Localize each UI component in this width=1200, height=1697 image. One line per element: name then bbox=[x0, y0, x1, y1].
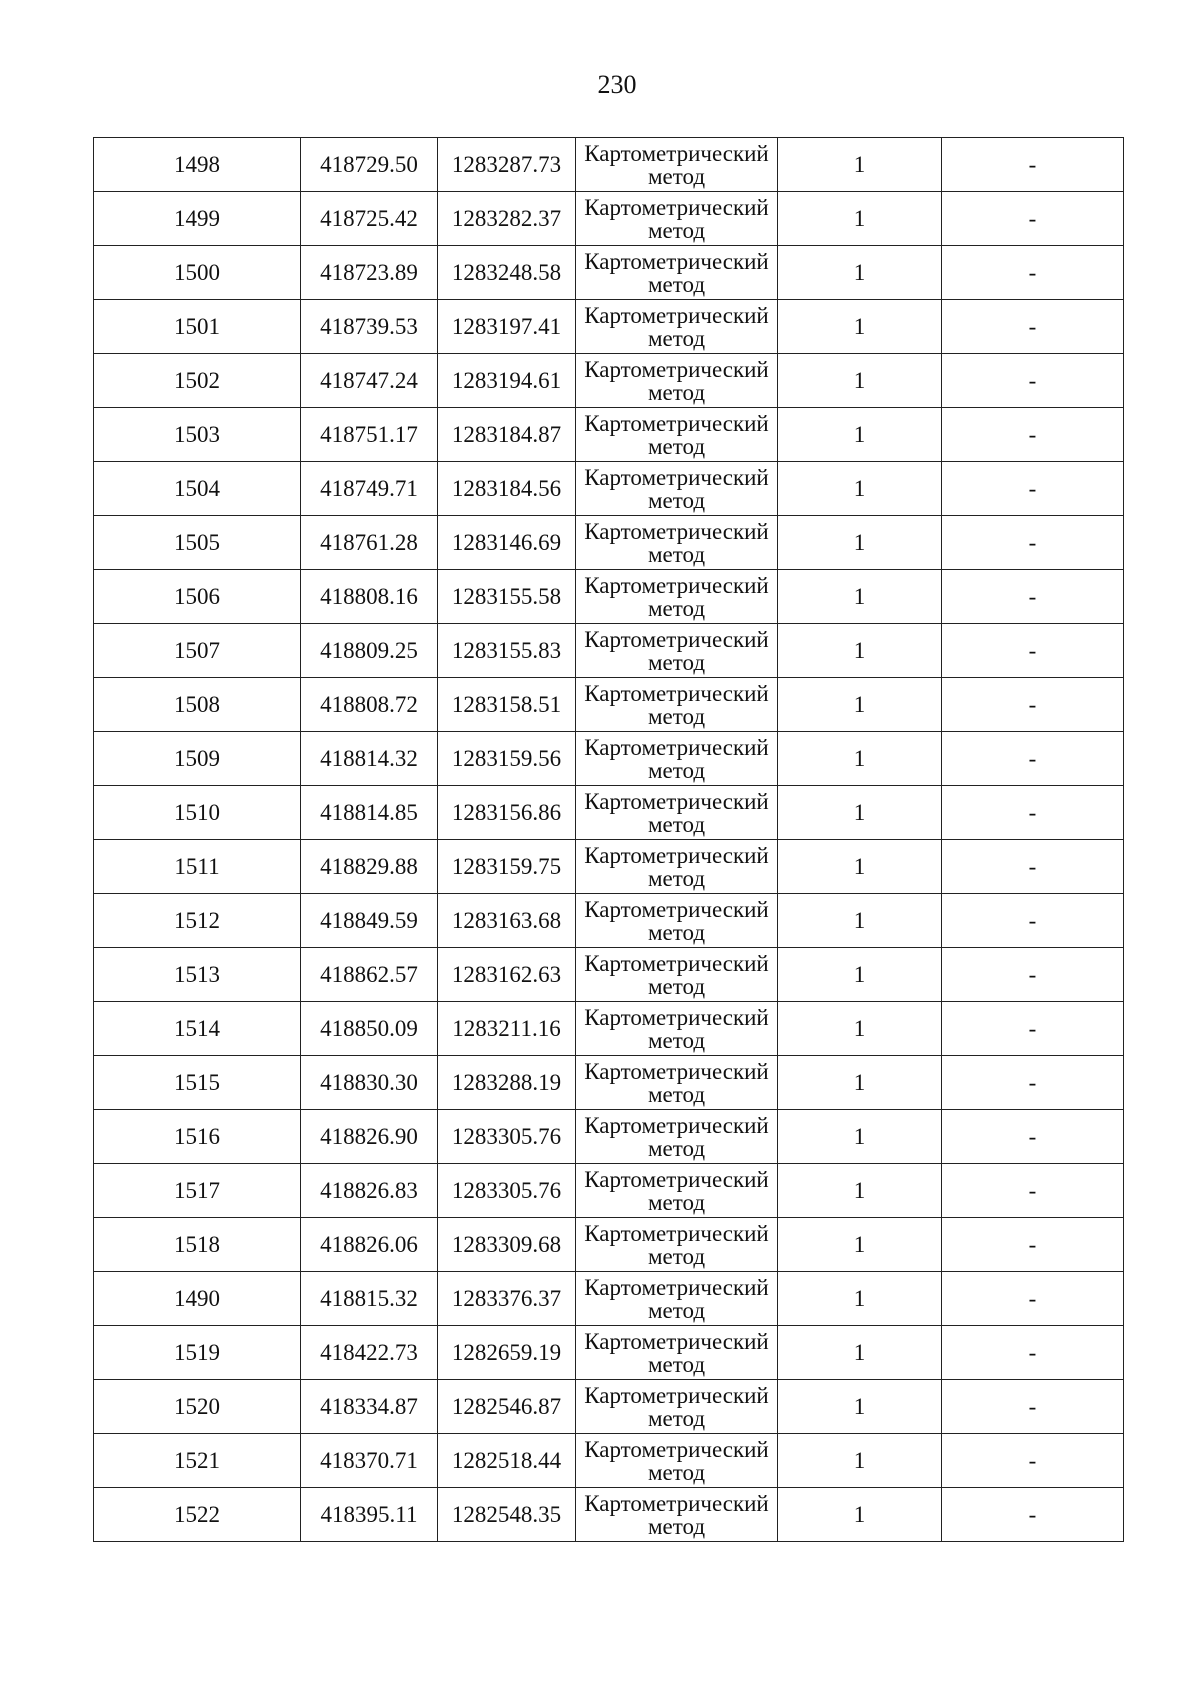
y-coordinate-cell: 1282659.19 bbox=[438, 1326, 576, 1380]
method-cell bbox=[576, 1488, 778, 1542]
point-number-cell: 1501 bbox=[94, 300, 301, 354]
note-cell: - bbox=[942, 732, 1124, 786]
method-cell bbox=[576, 948, 778, 1002]
point-number-cell: 1515 bbox=[94, 1056, 301, 1110]
x-coordinate-cell: 418814.32 bbox=[301, 732, 438, 786]
y-coordinate-cell: 1283197.41 bbox=[438, 300, 576, 354]
y-coordinate-cell: 1283162.63 bbox=[438, 948, 576, 1002]
y-coordinate-cell: 1283184.56 bbox=[438, 462, 576, 516]
accuracy-cell: 1 bbox=[778, 1110, 942, 1164]
method-label-line1: Картометрический bbox=[584, 518, 769, 544]
note-cell: - bbox=[942, 462, 1124, 516]
method-label-line1: Картометрический bbox=[584, 194, 769, 220]
point-number-cell: 1507 bbox=[94, 624, 301, 678]
method-label-line2: метод bbox=[647, 1189, 706, 1215]
method-label-line1: Картометрический bbox=[584, 572, 769, 598]
x-coordinate-cell: 418830.30 bbox=[301, 1056, 438, 1110]
y-coordinate-cell: 1283288.19 bbox=[438, 1056, 576, 1110]
accuracy-cell: 1 bbox=[778, 1002, 942, 1056]
method-label-line2: метод bbox=[647, 865, 706, 891]
accuracy-cell: 1 bbox=[778, 732, 942, 786]
x-coordinate-cell: 418809.25 bbox=[301, 624, 438, 678]
accuracy-cell: 1 bbox=[778, 840, 942, 894]
method-label-line2: метод bbox=[647, 1459, 706, 1485]
table-row bbox=[94, 732, 1124, 786]
method-label-line2: метод bbox=[647, 1351, 706, 1377]
method-label-line2: метод bbox=[647, 703, 706, 729]
note-cell: - bbox=[942, 1488, 1124, 1542]
note-cell: - bbox=[942, 408, 1124, 462]
note-cell: - bbox=[942, 300, 1124, 354]
table-row bbox=[94, 1218, 1124, 1272]
table-row bbox=[94, 516, 1124, 570]
y-coordinate-cell: 1283155.58 bbox=[438, 570, 576, 624]
method-label-line2: метод bbox=[647, 973, 706, 999]
coordinates-table-body bbox=[94, 138, 1124, 1542]
table-row bbox=[94, 354, 1124, 408]
y-coordinate-cell: 1283184.87 bbox=[438, 408, 576, 462]
accuracy-cell: 1 bbox=[778, 138, 942, 192]
method-label-line1: Картометрический bbox=[584, 1274, 769, 1300]
accuracy-cell: 1 bbox=[778, 192, 942, 246]
y-coordinate-cell: 1283305.76 bbox=[438, 1110, 576, 1164]
point-number-cell: 1502 bbox=[94, 354, 301, 408]
accuracy-cell: 1 bbox=[778, 246, 942, 300]
point-number-cell: 1510 bbox=[94, 786, 301, 840]
x-coordinate-cell: 418814.85 bbox=[301, 786, 438, 840]
accuracy-cell: 1 bbox=[778, 678, 942, 732]
accuracy-cell: 1 bbox=[778, 408, 942, 462]
method-cell bbox=[576, 462, 778, 516]
y-coordinate-cell: 1283158.51 bbox=[438, 678, 576, 732]
point-number-cell: 1506 bbox=[94, 570, 301, 624]
accuracy-cell: 1 bbox=[778, 1380, 942, 1434]
accuracy-cell: 1 bbox=[778, 354, 942, 408]
method-cell bbox=[576, 840, 778, 894]
method-label-line1: Картометрический bbox=[584, 1166, 769, 1192]
method-label-line1: Картометрический bbox=[584, 1220, 769, 1246]
x-coordinate-cell: 418422.73 bbox=[301, 1326, 438, 1380]
x-coordinate-cell: 418808.16 bbox=[301, 570, 438, 624]
note-cell: - bbox=[942, 624, 1124, 678]
note-cell: - bbox=[942, 138, 1124, 192]
x-coordinate-cell: 418850.09 bbox=[301, 1002, 438, 1056]
table-row bbox=[94, 1056, 1124, 1110]
note-cell: - bbox=[942, 786, 1124, 840]
method-label-line2: метод bbox=[647, 325, 706, 351]
point-number-cell: 1511 bbox=[94, 840, 301, 894]
y-coordinate-cell: 1283282.37 bbox=[438, 192, 576, 246]
y-coordinate-cell: 1283211.16 bbox=[438, 1002, 576, 1056]
method-label-line2: метод bbox=[647, 1405, 706, 1431]
method-label-line2: метод bbox=[647, 1081, 706, 1107]
x-coordinate-cell: 418747.24 bbox=[301, 354, 438, 408]
method-label-line1: Картометрический bbox=[584, 950, 769, 976]
accuracy-cell: 1 bbox=[778, 570, 942, 624]
method-cell bbox=[576, 1218, 778, 1272]
x-coordinate-cell: 418826.06 bbox=[301, 1218, 438, 1272]
x-coordinate-cell: 418395.11 bbox=[301, 1488, 438, 1542]
method-label-line1: Картометрический bbox=[584, 1328, 769, 1354]
method-label-line2: метод bbox=[647, 487, 706, 513]
method-label-line2: метод bbox=[647, 379, 706, 405]
point-number-cell: 1508 bbox=[94, 678, 301, 732]
table-row bbox=[94, 840, 1124, 894]
method-label-line2: метод bbox=[647, 1297, 706, 1323]
table-row bbox=[94, 138, 1124, 192]
accuracy-cell: 1 bbox=[778, 624, 942, 678]
y-coordinate-cell: 1282548.35 bbox=[438, 1488, 576, 1542]
method-label-line1: Картометрический bbox=[584, 1058, 769, 1084]
note-cell: - bbox=[942, 894, 1124, 948]
method-label-line2: метод bbox=[647, 1513, 706, 1539]
method-label-line1: Картометрический bbox=[584, 896, 769, 922]
point-number-cell: 1518 bbox=[94, 1218, 301, 1272]
accuracy-cell: 1 bbox=[778, 516, 942, 570]
method-label-line2: метод bbox=[647, 541, 706, 567]
y-coordinate-cell: 1283159.75 bbox=[438, 840, 576, 894]
note-cell: - bbox=[942, 840, 1124, 894]
table-row bbox=[94, 678, 1124, 732]
method-label-line2: метод bbox=[647, 1135, 706, 1161]
method-cell bbox=[576, 624, 778, 678]
method-label-line2: метод bbox=[647, 271, 706, 297]
method-label-line1: Картометрический bbox=[584, 302, 769, 328]
point-number-cell: 1505 bbox=[94, 516, 301, 570]
method-label-line2: метод bbox=[647, 649, 706, 675]
point-number-cell: 1514 bbox=[94, 1002, 301, 1056]
method-label-line1: Картометрический bbox=[584, 248, 769, 274]
accuracy-cell: 1 bbox=[778, 786, 942, 840]
accuracy-cell: 1 bbox=[778, 1056, 942, 1110]
table-row bbox=[94, 1110, 1124, 1164]
table-row bbox=[94, 1326, 1124, 1380]
x-coordinate-cell: 418862.57 bbox=[301, 948, 438, 1002]
note-cell: - bbox=[942, 948, 1124, 1002]
method-label-line1: Картометрический bbox=[584, 1382, 769, 1408]
point-number-cell: 1516 bbox=[94, 1110, 301, 1164]
x-coordinate-cell: 418826.90 bbox=[301, 1110, 438, 1164]
method-label-line1: Картометрический bbox=[584, 410, 769, 436]
method-cell bbox=[576, 138, 778, 192]
method-label-line2: метод bbox=[647, 1027, 706, 1053]
point-number-cell: 1522 bbox=[94, 1488, 301, 1542]
method-label-line1: Картометрический bbox=[584, 626, 769, 652]
x-coordinate-cell: 418815.32 bbox=[301, 1272, 438, 1326]
table-row bbox=[94, 1488, 1124, 1542]
y-coordinate-cell: 1283309.68 bbox=[438, 1218, 576, 1272]
method-label-line1: Картометрический bbox=[584, 842, 769, 868]
page-number: 230 bbox=[597, 70, 637, 99]
x-coordinate-cell: 418334.87 bbox=[301, 1380, 438, 1434]
x-coordinate-cell: 418761.28 bbox=[301, 516, 438, 570]
accuracy-cell: 1 bbox=[778, 894, 942, 948]
point-number-cell: 1500 bbox=[94, 246, 301, 300]
method-cell bbox=[576, 1434, 778, 1488]
point-number-cell: 1509 bbox=[94, 732, 301, 786]
note-cell: - bbox=[942, 1002, 1124, 1056]
y-coordinate-cell: 1283156.86 bbox=[438, 786, 576, 840]
method-cell bbox=[576, 570, 778, 624]
y-coordinate-cell: 1283287.73 bbox=[438, 138, 576, 192]
method-cell bbox=[576, 354, 778, 408]
accuracy-cell: 1 bbox=[778, 1272, 942, 1326]
method-cell bbox=[576, 732, 778, 786]
accuracy-cell: 1 bbox=[778, 1434, 942, 1488]
y-coordinate-cell: 1283194.61 bbox=[438, 354, 576, 408]
note-cell: - bbox=[942, 1434, 1124, 1488]
point-number-cell: 1517 bbox=[94, 1164, 301, 1218]
x-coordinate-cell: 418849.59 bbox=[301, 894, 438, 948]
x-coordinate-cell: 418826.83 bbox=[301, 1164, 438, 1218]
method-label-line1: Картометрический bbox=[584, 734, 769, 760]
method-cell bbox=[576, 1380, 778, 1434]
table-row bbox=[94, 786, 1124, 840]
method-label-line1: Картометрический bbox=[584, 1490, 769, 1516]
y-coordinate-cell: 1283163.68 bbox=[438, 894, 576, 948]
method-label-line1: Картометрический bbox=[584, 680, 769, 706]
method-label-line2: метод bbox=[647, 919, 706, 945]
point-number-cell: 1499 bbox=[94, 192, 301, 246]
table-row bbox=[94, 1002, 1124, 1056]
method-cell bbox=[576, 1272, 778, 1326]
note-cell: - bbox=[942, 516, 1124, 570]
x-coordinate-cell: 418829.88 bbox=[301, 840, 438, 894]
point-number-cell: 1490 bbox=[94, 1272, 301, 1326]
accuracy-cell: 1 bbox=[778, 948, 942, 1002]
method-label-line1: Картометрический bbox=[584, 464, 769, 490]
method-cell bbox=[576, 300, 778, 354]
x-coordinate-cell: 418723.89 bbox=[301, 246, 438, 300]
y-coordinate-cell: 1283155.83 bbox=[438, 624, 576, 678]
note-cell: - bbox=[942, 678, 1124, 732]
note-cell: - bbox=[942, 246, 1124, 300]
note-cell: - bbox=[942, 1110, 1124, 1164]
method-cell bbox=[576, 408, 778, 462]
note-cell: - bbox=[942, 1164, 1124, 1218]
method-cell bbox=[576, 516, 778, 570]
y-coordinate-cell: 1283146.69 bbox=[438, 516, 576, 570]
method-label-line1: Картометрический bbox=[584, 1004, 769, 1030]
method-cell bbox=[576, 786, 778, 840]
table-row bbox=[94, 1380, 1124, 1434]
method-cell bbox=[576, 1056, 778, 1110]
method-cell bbox=[576, 1110, 778, 1164]
method-cell bbox=[576, 246, 778, 300]
coordinates-table bbox=[93, 137, 1124, 1542]
table-row bbox=[94, 948, 1124, 1002]
x-coordinate-cell: 418729.50 bbox=[301, 138, 438, 192]
method-label-line1: Картометрический bbox=[584, 1436, 769, 1462]
point-number-cell: 1504 bbox=[94, 462, 301, 516]
y-coordinate-cell: 1282518.44 bbox=[438, 1434, 576, 1488]
note-cell: - bbox=[942, 570, 1124, 624]
table-row bbox=[94, 246, 1124, 300]
accuracy-cell: 1 bbox=[778, 1326, 942, 1380]
x-coordinate-cell: 418725.42 bbox=[301, 192, 438, 246]
y-coordinate-cell: 1283248.58 bbox=[438, 246, 576, 300]
point-number-cell: 1512 bbox=[94, 894, 301, 948]
table-row bbox=[94, 300, 1124, 354]
point-number-cell: 1503 bbox=[94, 408, 301, 462]
note-cell: - bbox=[942, 1326, 1124, 1380]
y-coordinate-cell: 1283376.37 bbox=[438, 1272, 576, 1326]
note-cell: - bbox=[942, 1056, 1124, 1110]
method-label-line2: метод bbox=[647, 217, 706, 243]
point-number-cell: 1498 bbox=[94, 138, 301, 192]
accuracy-cell: 1 bbox=[778, 1218, 942, 1272]
accuracy-cell: 1 bbox=[778, 1164, 942, 1218]
table-row bbox=[94, 1164, 1124, 1218]
note-cell: - bbox=[942, 1380, 1124, 1434]
y-coordinate-cell: 1282546.87 bbox=[438, 1380, 576, 1434]
note-cell: - bbox=[942, 192, 1124, 246]
method-label-line2: метод bbox=[647, 163, 706, 189]
table-row bbox=[94, 408, 1124, 462]
method-label-line1: Картометрический bbox=[584, 140, 769, 166]
note-cell: - bbox=[942, 354, 1124, 408]
method-cell bbox=[576, 1326, 778, 1380]
method-cell bbox=[576, 894, 778, 948]
point-number-cell: 1521 bbox=[94, 1434, 301, 1488]
accuracy-cell: 1 bbox=[778, 1488, 942, 1542]
x-coordinate-cell: 418749.71 bbox=[301, 462, 438, 516]
x-coordinate-cell: 418370.71 bbox=[301, 1434, 438, 1488]
method-label-line1: Картометрический bbox=[584, 356, 769, 382]
method-label-line2: метод bbox=[647, 757, 706, 783]
table-row bbox=[94, 462, 1124, 516]
method-cell bbox=[576, 1164, 778, 1218]
y-coordinate-cell: 1283305.76 bbox=[438, 1164, 576, 1218]
table-row bbox=[94, 1434, 1124, 1488]
accuracy-cell: 1 bbox=[778, 300, 942, 354]
method-label-line2: метод bbox=[647, 811, 706, 837]
table-row bbox=[94, 1272, 1124, 1326]
method-label-line2: метод bbox=[647, 595, 706, 621]
method-cell bbox=[576, 192, 778, 246]
method-label-line2: метод bbox=[647, 1243, 706, 1269]
point-number-cell: 1513 bbox=[94, 948, 301, 1002]
note-cell: - bbox=[942, 1272, 1124, 1326]
note-cell: - bbox=[942, 1218, 1124, 1272]
y-coordinate-cell: 1283159.56 bbox=[438, 732, 576, 786]
x-coordinate-cell: 418808.72 bbox=[301, 678, 438, 732]
table-row bbox=[94, 570, 1124, 624]
method-cell bbox=[576, 1002, 778, 1056]
point-number-cell: 1519 bbox=[94, 1326, 301, 1380]
method-label-line1: Картометрический bbox=[584, 788, 769, 814]
table-row bbox=[94, 624, 1124, 678]
point-number-cell: 1520 bbox=[94, 1380, 301, 1434]
table-row bbox=[94, 894, 1124, 948]
x-coordinate-cell: 418739.53 bbox=[301, 300, 438, 354]
table-row bbox=[94, 192, 1124, 246]
method-cell bbox=[576, 678, 778, 732]
accuracy-cell: 1 bbox=[778, 462, 942, 516]
method-label-line1: Картометрический bbox=[584, 1112, 769, 1138]
x-coordinate-cell: 418751.17 bbox=[301, 408, 438, 462]
method-label-line2: метод bbox=[647, 433, 706, 459]
